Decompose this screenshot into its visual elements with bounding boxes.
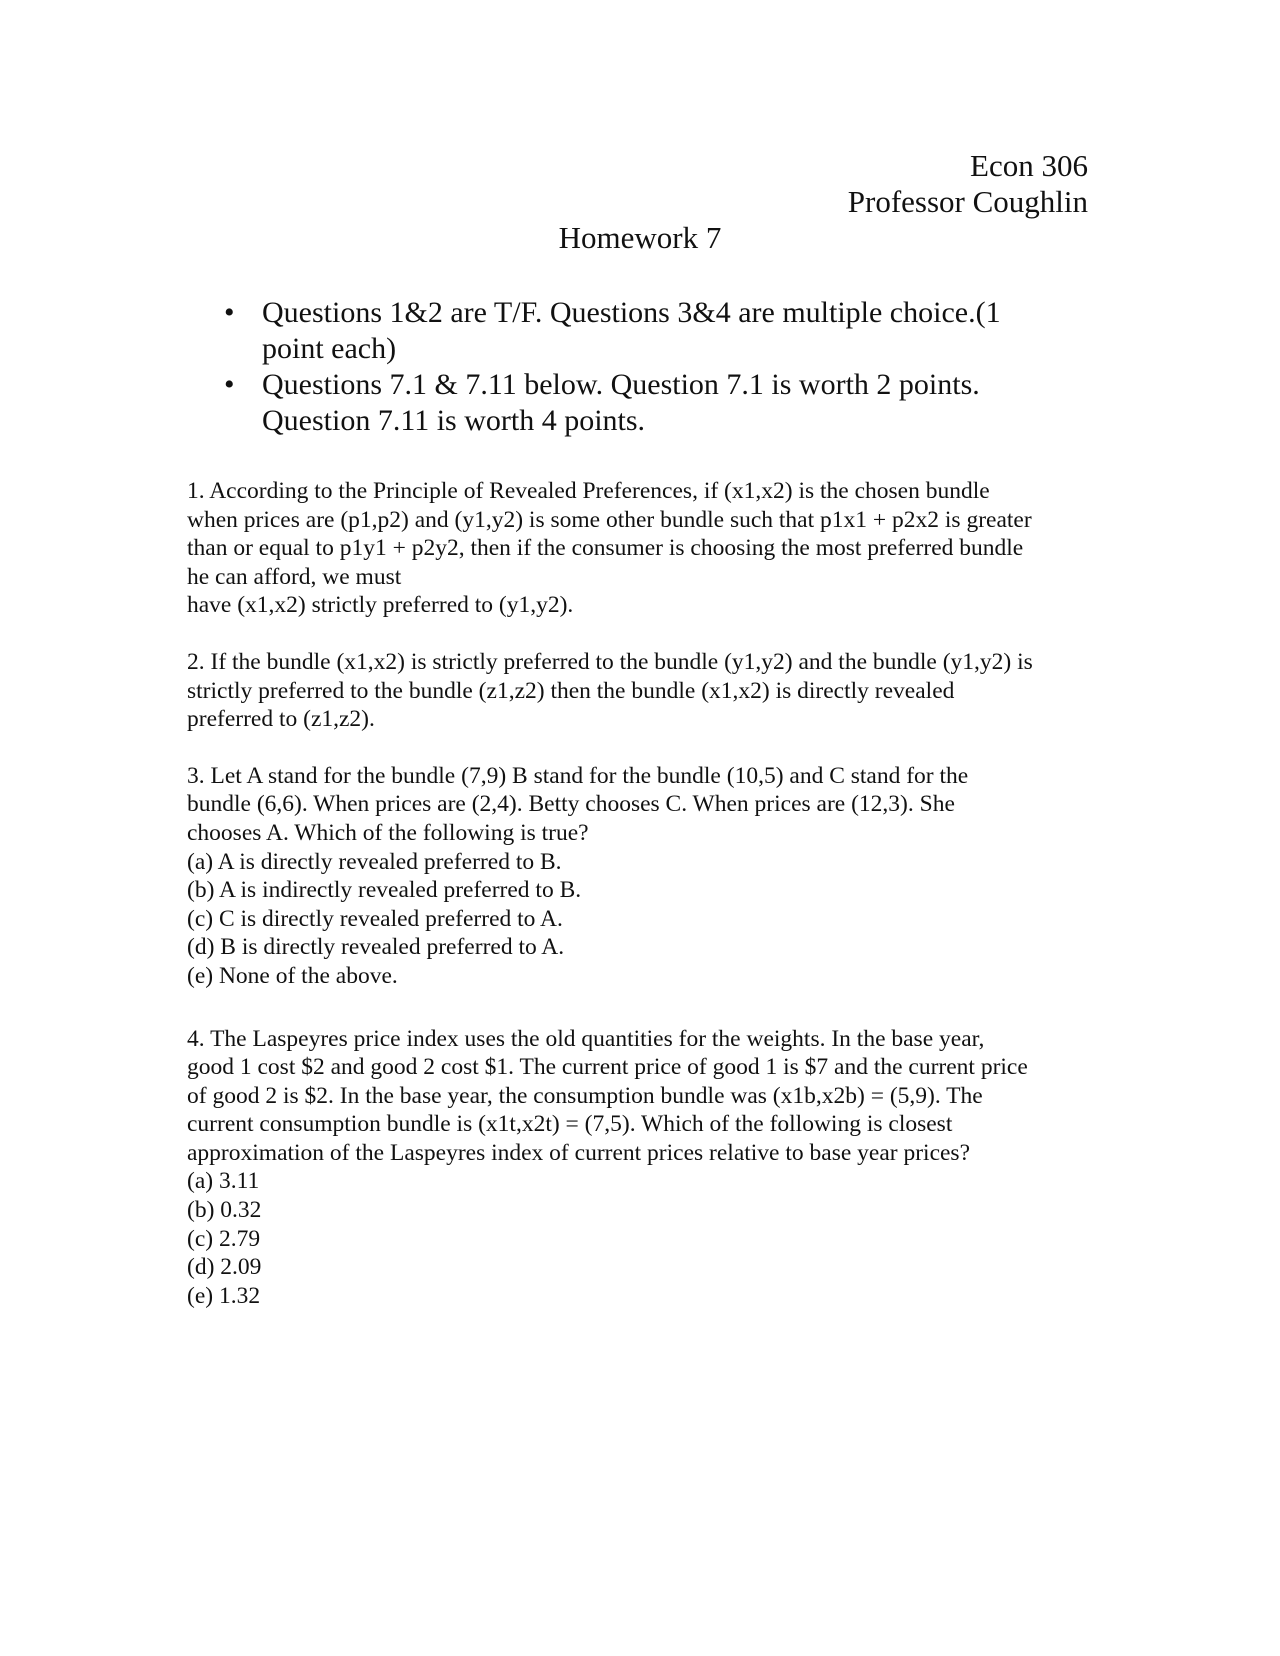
question-line: when prices are (p1,p2) and (y1,y2) is some other bundle such that p1x1 + p2x2 is greater: [187, 506, 1032, 533]
answer-option: (d) B is directly revealed preferred to A.: [187, 934, 565, 961]
answer-option: (e) 1.32: [187, 1282, 261, 1309]
answer-option: (b) 0.32: [187, 1197, 262, 1224]
question-line: 3. Let A stand for the bundle (7,9) B stand for the bundle (10,5) and C stand for the: [187, 762, 969, 789]
question-line: good 1 cost $2 and good 2 cost $1. The current price of good 1 is $7 and the current price: [187, 1054, 1028, 1081]
answer-option: (e) None of the above.: [187, 962, 398, 989]
bullet-icon: •: [224, 368, 235, 401]
question-line: 2. If the bundle (x1,x2) is strictly preferred to the bundle (y1,y2) and the bundle (y1,y2) is: [187, 648, 1033, 675]
question-line: have (x1,x2) strictly preferred to (y1,y2).: [187, 592, 574, 619]
answer-option: (b) A is indirectly revealed preferred to B.: [187, 877, 582, 904]
answer-option: (a) 3.11: [187, 1168, 260, 1195]
answer-option: (c) C is directly revealed preferred to A.: [187, 905, 563, 932]
questions-section: [187, 477, 1087, 1310]
question-line: bundle (6,6). When prices are (2,4). Betty chooses C. When prices are (12,3). She: [187, 791, 955, 818]
question-2: [187, 648, 1087, 734]
question-3: [187, 762, 1087, 991]
question-line: approximation of the Laspeyres index of current prices relative to base year prices?: [187, 1139, 971, 1166]
bullet-icon: •: [224, 296, 235, 329]
course-name: Econ 306: [970, 148, 1088, 183]
question-line: than or equal to p1y1 + p2y2, then if the consumer is choosing the most preferred bundle: [187, 535, 1024, 562]
question-line: strictly preferred to the bundle (z1,z2) then the bundle (x1,x2) is directly revealed: [187, 677, 955, 704]
question-line: he can afford, we must: [187, 563, 402, 590]
course-header: [848, 148, 1088, 220]
instructions-list: [220, 295, 1100, 439]
instruction-line: point each): [262, 332, 397, 365]
answer-option: (a) A is directly revealed preferred to B.: [187, 848, 562, 875]
question-4: [187, 1025, 1087, 1311]
question-line: 1. According to the Principle of Revealed Preferences, if (x1,x2) is the chosen bundle: [187, 478, 990, 504]
answer-option: (c) 2.79: [187, 1225, 261, 1252]
question-line: 4. The Laspeyres price index uses the old quantities for the weights. In the base year,: [187, 1025, 985, 1052]
instruction-line: Questions 7.1 & 7.11 below. Question 7.1 is worth 2 points.: [262, 368, 980, 401]
answer-option: (d) 2.09: [187, 1254, 262, 1281]
instruction-line: Questions 1&2 are T/F. Questions 3&4 are multiple choice.(1: [262, 296, 1001, 329]
instruction-item: [220, 295, 1100, 367]
professor-name: Professor Coughlin: [847, 184, 1088, 219]
question-line: of good 2 is $2. In the base year, the consumption bundle was (x1b,x2b) = (5,9). The: [187, 1082, 983, 1109]
page-title: Homework 7: [558, 220, 722, 255]
instruction-item: [220, 367, 1100, 439]
question-line: chooses A. Which of the following is true?: [187, 819, 589, 846]
question-1: [187, 477, 1087, 620]
instruction-line: Question 7.11 is worth 4 points.: [262, 404, 646, 437]
question-line: preferred to (z1,z2).: [187, 706, 375, 733]
question-line: current consumption bundle is (x1t,x2t) = (7,5). Which of the following is closest: [187, 1111, 953, 1138]
